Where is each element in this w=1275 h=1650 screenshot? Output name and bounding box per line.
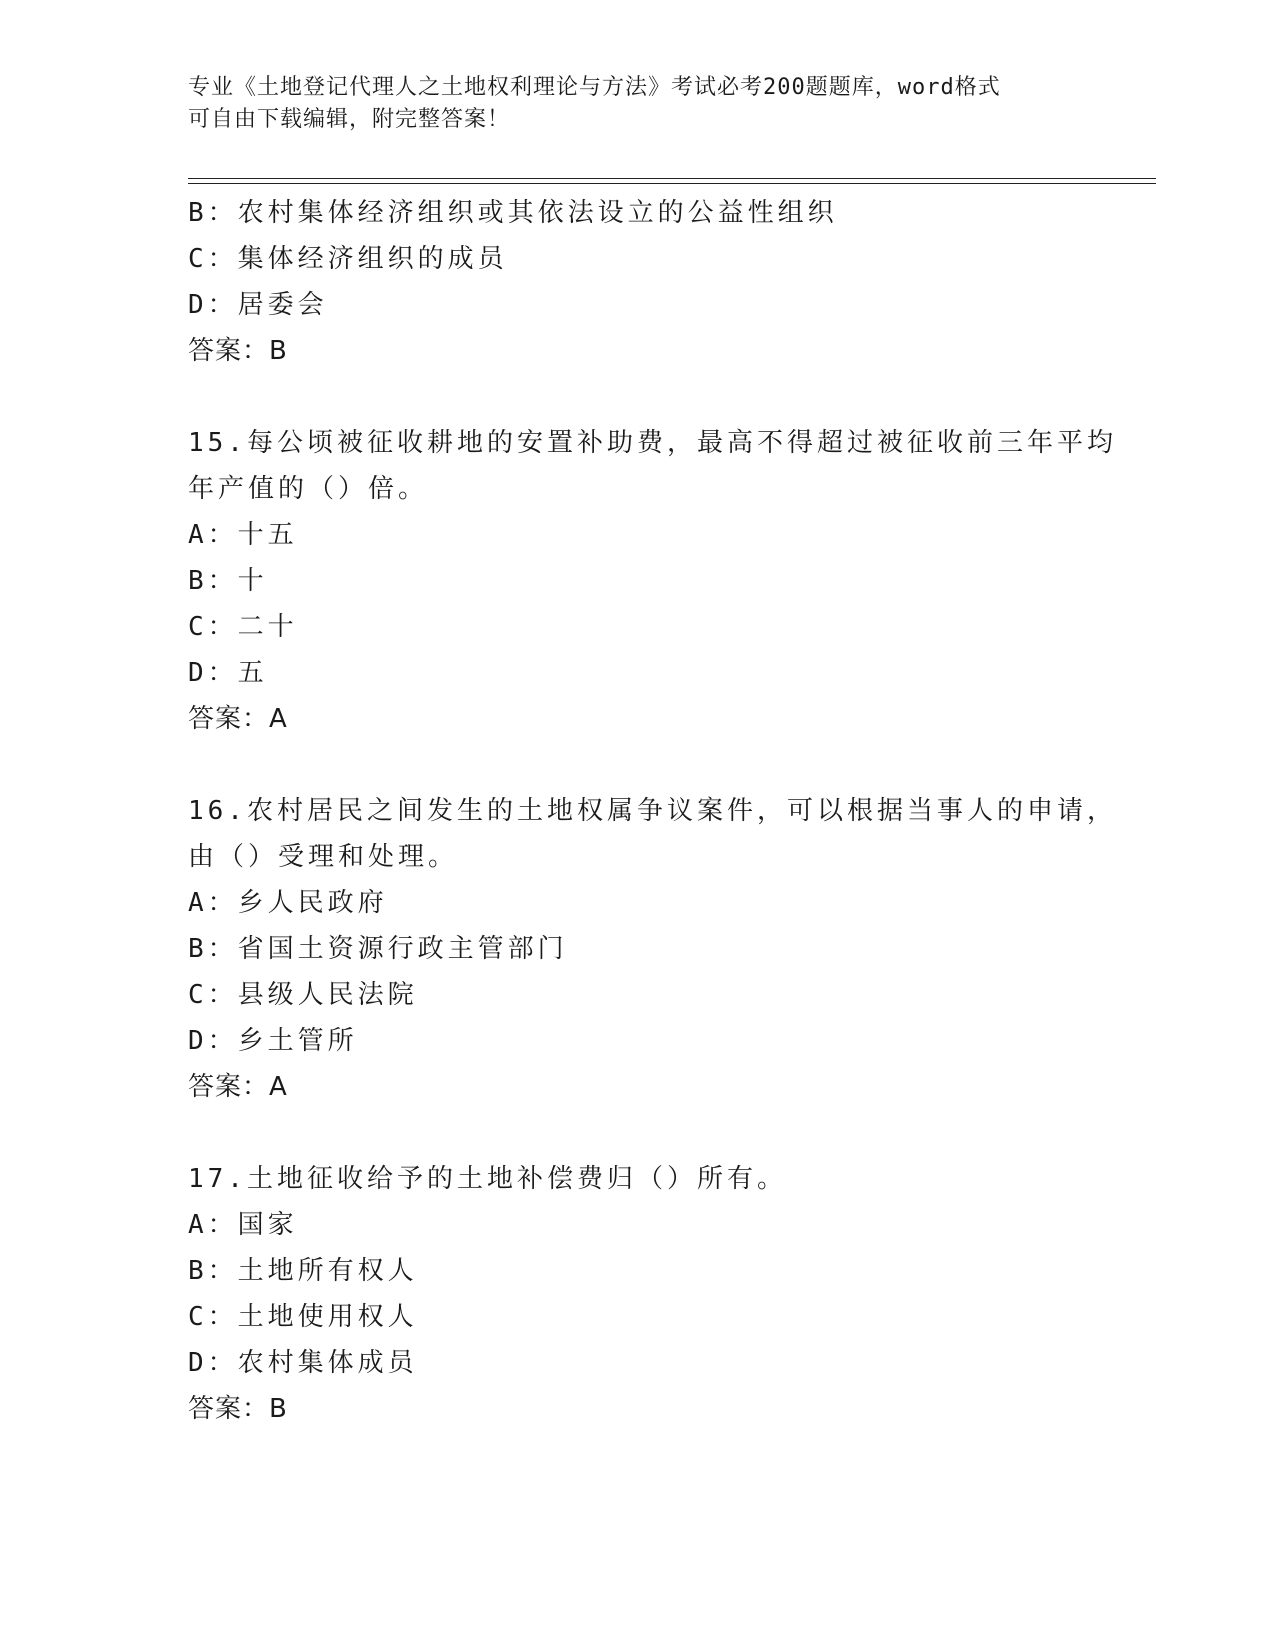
question-17 bbox=[188, 1156, 1088, 1432]
option-d: D：居委会 bbox=[188, 290, 328, 320]
option-a: A：十五 bbox=[188, 520, 298, 550]
question-list bbox=[188, 190, 1117, 1432]
question-15 bbox=[188, 420, 1117, 742]
option-a: A：国家 bbox=[188, 1210, 298, 1240]
question-text-line-1: 15.每公顷被征收耕地的安置补助费，最高不得超过被征收前三年平均 bbox=[188, 428, 1117, 458]
option-b: B：农村集体经济组织或其依法设立的公益性组织 bbox=[188, 198, 838, 228]
header-line-2: 可自由下载编辑，附完整答案！ bbox=[188, 107, 511, 132]
header-divider-bottom bbox=[188, 183, 1156, 184]
option-c: C：集体经济组织的成员 bbox=[188, 244, 508, 274]
option-a: A：乡人民政府 bbox=[188, 888, 388, 918]
question-14-continued bbox=[188, 190, 1088, 374]
question-text-line-1: 16.农村居民之间发生的土地权属争议案件，可以根据当事人的申请， bbox=[188, 796, 1117, 826]
option-b: B：省国土资源行政主管部门 bbox=[188, 934, 568, 964]
option-c: C：二十 bbox=[188, 612, 298, 642]
question-text-line-2: 年产值的（）倍。 bbox=[188, 474, 429, 504]
option-d: D：五 bbox=[188, 658, 268, 688]
question-text-line-1: 17.土地征收给予的土地补偿费归（）所有。 bbox=[188, 1164, 787, 1194]
option-c: C：县级人民法院 bbox=[188, 980, 418, 1010]
document-header bbox=[188, 72, 1088, 136]
option-c: C：土地使用权人 bbox=[188, 1302, 418, 1332]
header-line-1: 专业《土地登记代理人之土地权利理论与方法》考试必考200题题库，word格式 bbox=[188, 75, 1001, 100]
option-b: B：十 bbox=[188, 566, 268, 596]
question-16 bbox=[188, 788, 1117, 1110]
header-divider-top bbox=[188, 178, 1156, 179]
answer-line: 答案：B bbox=[188, 1394, 288, 1424]
answer-line: 答案：A bbox=[188, 1072, 288, 1102]
answer-line: 答案：A bbox=[188, 704, 288, 734]
option-b: B：土地所有权人 bbox=[188, 1256, 418, 1286]
answer-line: 答案：B bbox=[188, 336, 288, 366]
option-d: D：乡土管所 bbox=[188, 1026, 358, 1056]
option-d: D：农村集体成员 bbox=[188, 1348, 418, 1378]
question-text-line-2: 由（）受理和处理。 bbox=[188, 842, 459, 872]
